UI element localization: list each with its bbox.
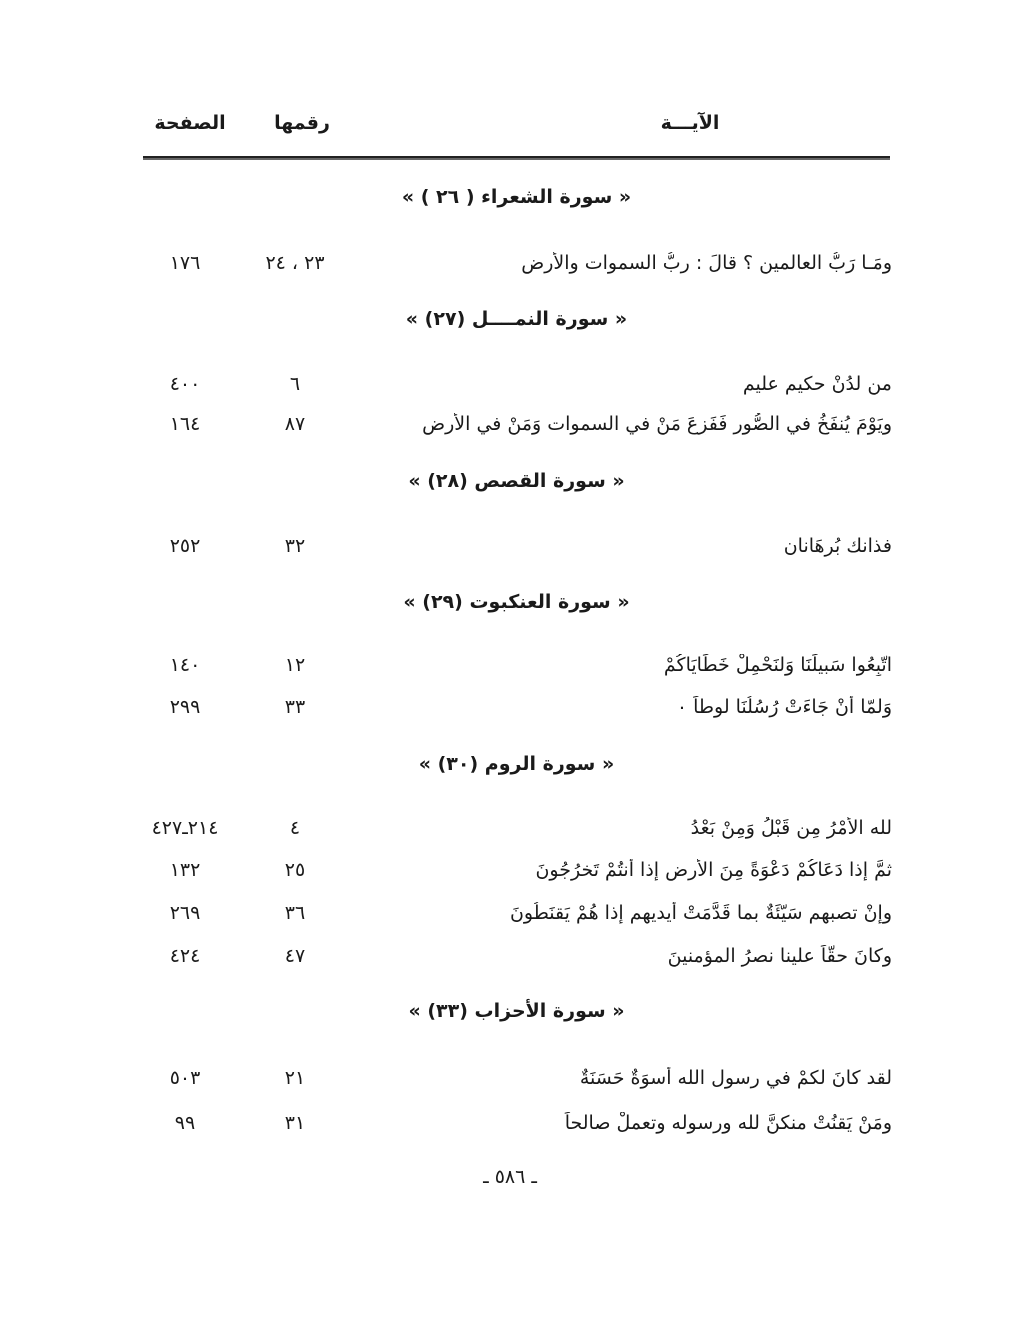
table-row (0, 535, 1020, 565)
column-header-ayah: الآيـــة (660, 112, 720, 134)
table-row (0, 1112, 1020, 1142)
ayah-page: ١٦٤ (169, 413, 201, 435)
ayah-number: ٢١ (284, 1067, 306, 1089)
ayah-number: ٨٧ (284, 413, 306, 435)
ayah-page: ٤٢٤ (169, 945, 201, 967)
ayah-number: ٦ (289, 373, 301, 395)
ayah-page: ١٣٢ (169, 859, 201, 881)
ayah-text: من لدُنْ حكيم عليم (742, 373, 892, 395)
ayah-number: ٣١ (284, 1112, 306, 1134)
surah-heading: « سورة الأحزاب (٣٣) » (408, 1000, 625, 1022)
table-row (0, 902, 1020, 932)
table-row (0, 252, 1020, 282)
ayah-page: ١٤٠ (169, 654, 201, 676)
ayah-page: ٢٥٢ (169, 535, 201, 557)
ayah-page: ٢١٤ـ٤٢٧ (151, 817, 219, 839)
ayah-text: لله الأمْرُ مِن قَبْلُ وَمِنْ بَعْدُ (690, 817, 892, 839)
surah-heading: « سورة الروم (٣٠) » (418, 753, 615, 775)
ayah-text: اتّبِعُوا سَبيلَنَا وَلنَحْمِلْ خَطَايَاكُمْ (663, 654, 892, 676)
table-row (0, 373, 1020, 403)
column-header-number: رقمها (274, 112, 330, 134)
ayah-page: ٢٩٩ (169, 696, 201, 718)
table-row (0, 817, 1020, 847)
page-number: ـ ٥٨٦ ـ (483, 1166, 537, 1188)
table-row (0, 945, 1020, 975)
ayah-number: ٣٢ (284, 535, 306, 557)
table-row (0, 859, 1020, 889)
ayah-text: وكانَ حقّاً علينا نصرُ المؤمنينَ (667, 945, 892, 967)
ayah-text: ومَـا رَبُّ العالمين ؟ قالَ : ربُّ السموات والأرض (521, 252, 892, 274)
surah-heading: « سورة العنكبوت (٢٩) » (403, 591, 630, 613)
ayah-number: ٣٦ (284, 902, 306, 924)
ayah-text: ثمَّ إذا دَعَاكُمْ دَعْوَةً مِنَ الأرض إذا أنتُمْ تَخرُجُونَ (535, 859, 892, 881)
surah-heading: « سورة الشعراء ( ٢٦ ) » (401, 186, 632, 208)
ayah-text: وإنْ تصبهم سَيّئَةٌ بما قَدَّمَتْ أيديهم إذا هُمْ يَقنَطُونَ (509, 902, 892, 924)
ayah-number: ١٢ (284, 654, 306, 676)
table-row (0, 696, 1020, 726)
ayah-number: ٣٣ (284, 696, 306, 718)
ayah-text: وَلمّا أنْ جَاءَتْ رُسُلُنَا لوطاً ٠ (676, 696, 892, 718)
table-row (0, 654, 1020, 684)
surah-heading: « سورة القصص (٢٨) » (408, 470, 625, 492)
header-rule (143, 156, 890, 158)
table-row (0, 413, 1020, 443)
ayah-page: ٢٦٩ (169, 902, 201, 924)
surah-heading: « سورة النمــــل (٢٧) » (405, 308, 628, 330)
ayah-page: ٩٩ (174, 1112, 196, 1134)
ayah-text: لقد كانَ لكمْ في رسول الله أُسوَةٌ حَسَنَةٌ (579, 1067, 892, 1089)
ayah-number: ٢٣ ، ٢٤ (265, 252, 325, 274)
table-row (0, 1067, 1020, 1097)
ayah-number: ٤٧ (284, 945, 306, 967)
ayah-text: ومَنْ يَقنُتْ منكنَّ لله ورسوله وتعملْ صالحاً (564, 1112, 892, 1134)
ayah-text: ويَوْمَ يُنفَخُ في الصُّور فَفَزِعَ مَنْ في السموات وَمَنْ في الأرض (422, 413, 892, 435)
ayah-text: فذانك بُرهَانان (783, 535, 892, 557)
ayah-number: ٤ (289, 817, 301, 839)
ayah-page: ٤٠٠ (169, 373, 201, 395)
ayah-page: ١٧٦ (169, 252, 201, 274)
column-header-page: الصفحة (154, 112, 226, 134)
ayah-number: ٢٥ (284, 859, 306, 881)
ayah-page: ٥٠٣ (169, 1067, 201, 1089)
